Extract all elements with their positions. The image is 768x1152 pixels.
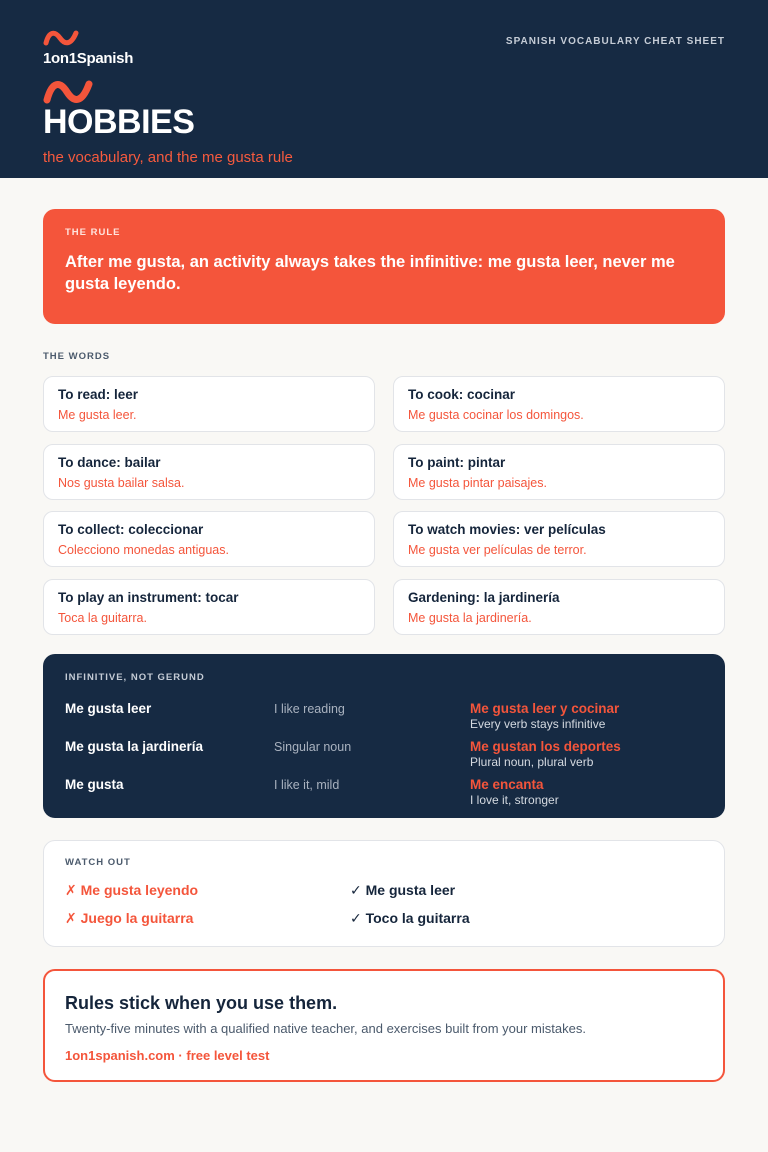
grammar-box [43, 654, 725, 818]
wrong-example: ✗ Me gusta leyendo [65, 882, 199, 898]
words-section-label: THE WORDS [43, 351, 111, 362]
word-example: Nos gusta bailar salsa. [58, 476, 185, 490]
rule-text: After me gusta, an activity always takes the infinitive: me gusta leer, never me gusta leyendo. [65, 253, 675, 293]
grammar-phrase: Me gusta la jardinería [65, 739, 204, 754]
wrong-example: ✗ Juego la guitarra [65, 910, 194, 926]
word-title: To paint: pintar [408, 455, 506, 470]
page-title: HOBBIES [43, 103, 195, 141]
word-title: To collect: coleccionar [58, 522, 204, 537]
sheet-label: SPANISH VOCABULARY CHEAT SHEET [505, 36, 725, 47]
word-title: To read: leer [58, 387, 139, 402]
watch-out-box [43, 840, 725, 947]
word-card [393, 444, 725, 500]
word-example: Me gusta la jardinería. [408, 611, 532, 625]
right-example: ✓ Toco la guitarra [350, 910, 470, 926]
grammar-gloss: I like reading [274, 702, 345, 716]
grammar-phrase: Me gusta leer [65, 701, 152, 716]
word-card [393, 376, 725, 432]
cta-text: Twenty-five minutes with a qualified native teacher, and exercises built from your mistakes. [65, 1021, 586, 1036]
right-example: ✓ Me gusta leer [350, 882, 456, 898]
cta-link[interactable]: 1on1spanish.com · free level test [65, 1048, 270, 1063]
cta-box [43, 969, 725, 1082]
word-example: Me gusta leer. [58, 408, 137, 422]
grammar-alt: Me gusta leer y cocinar [470, 701, 620, 716]
word-card [393, 511, 725, 567]
word-title: To cook: cocinar [408, 387, 516, 402]
word-title: To play an instrument: tocar [58, 590, 239, 605]
word-card [393, 579, 725, 635]
rule-box [43, 209, 725, 324]
grammar-alt: Me encanta [470, 777, 544, 792]
word-example: Me gusta ver películas de terror. [408, 543, 587, 557]
rule-label: THE RULE [65, 227, 121, 238]
brand-logo[interactable]: 1on1Spanish [43, 50, 134, 67]
word-title: Gardening: la jardinería [408, 590, 560, 605]
grammar-alt: Me gustan los deportes [470, 739, 621, 754]
page-subtitle: the vocabulary, and the me gusta rule [43, 149, 293, 166]
grammar-alt-note: I love it, stronger [470, 793, 559, 807]
word-example: Me gusta cocinar los domingos. [408, 408, 584, 422]
word-card [43, 444, 375, 500]
grammar-alt-note: Every verb stays infinitive [470, 717, 606, 731]
logo-wave-icon [43, 29, 79, 47]
grammar-gloss: I like it, mild [274, 778, 340, 792]
header [0, 0, 768, 178]
word-title: To dance: bailar [58, 455, 161, 470]
grammar-alt-note: Plural noun, plural verb [470, 755, 594, 769]
word-example: Me gusta pintar paisajes. [408, 476, 547, 490]
grammar-phrase: Me gusta [65, 777, 124, 792]
word-card [43, 579, 375, 635]
word-example: Toca la guitarra. [58, 611, 147, 625]
word-card [43, 376, 375, 432]
grammar-gloss: Singular noun [274, 740, 352, 754]
cta-title: Rules stick when you use them. [65, 993, 338, 1013]
watch-out-label: WATCH OUT [65, 857, 131, 868]
word-example: Colecciono monedas antiguas. [58, 543, 229, 557]
title-wave-icon [43, 78, 93, 106]
word-card [43, 511, 375, 567]
word-title: To watch movies: ver películas [408, 522, 606, 537]
grammar-label: INFINITIVE, NOT GERUND [65, 672, 205, 683]
